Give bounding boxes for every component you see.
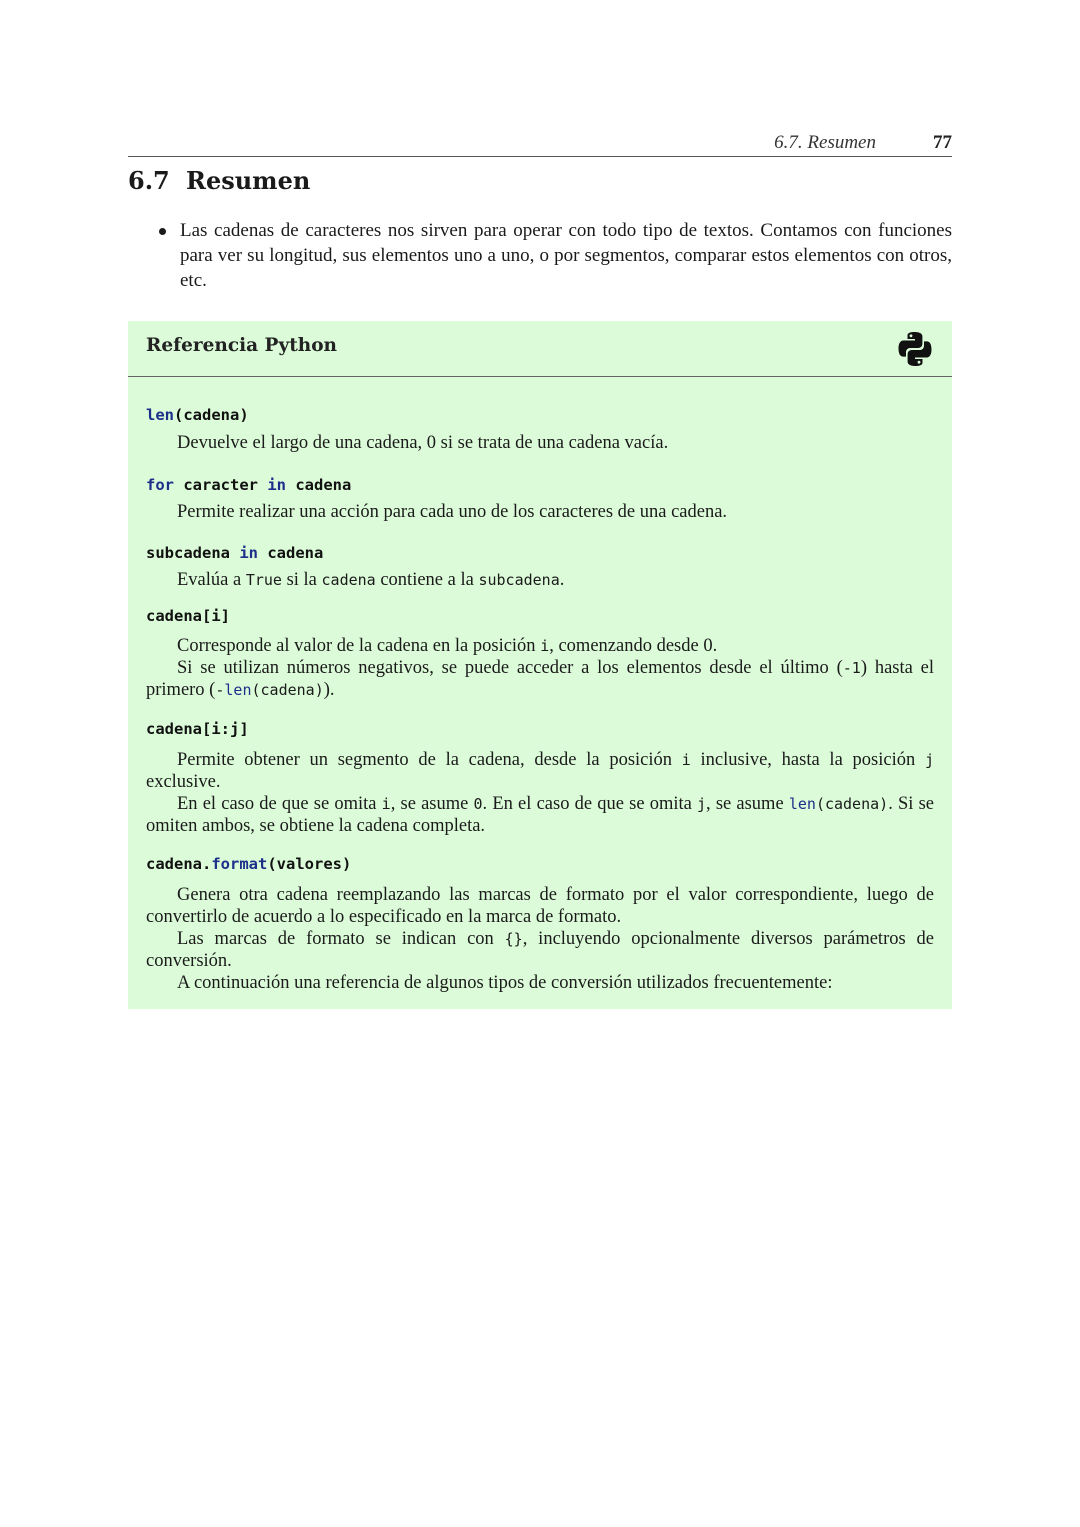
reference-entry-index bbox=[146, 606, 934, 701]
running-header bbox=[128, 128, 952, 157]
list-item bbox=[180, 218, 952, 293]
summary-list bbox=[180, 218, 952, 293]
entry-term: cadena[i:j] bbox=[146, 720, 249, 738]
reference-title: Referencia Python bbox=[146, 335, 338, 356]
running-header-section: 6.7. Resumen bbox=[774, 132, 876, 153]
bullet-icon bbox=[159, 228, 166, 235]
entry-description: Evalúa a True si la cadena contiene a la subcadena. bbox=[177, 570, 565, 590]
entry-description: Genera otra cadena reemplazando las marcas de formato por el valor correspondiente, luego de convertirlo de acuerdo a lo especificado en la marca de formato. Las marcas de formato se indican con {}, incluyendo opcionalmente diversos parámetros de conversión. A continuación una referencia de algunos tipos de conversión utilizados frecuentemente: bbox=[146, 885, 934, 993]
summary-bullet-text: Las cadenas de caracteres nos sirven para operar con todo tipo de textos. Contamos con funciones para ver su longitud, sus elementos uno a uno, o por segmentos, comparar estos elementos con otros, etc. bbox=[180, 220, 952, 291]
entry-description: Corresponde al valor de la cadena en la posición i, comenzando desde 0. Si se utilizan números negativos, se puede acceder a los elementos desde el último (-1) hasta el primero (-len(cadena)). bbox=[146, 636, 934, 700]
reference-entry-sub-in bbox=[146, 543, 934, 591]
entry-term: len(cadena) bbox=[146, 406, 249, 424]
entry-term: subcadena in cadena bbox=[146, 544, 324, 562]
section-heading bbox=[128, 166, 310, 195]
python-reference-box bbox=[128, 321, 952, 1009]
reference-entry-for-in bbox=[146, 475, 934, 523]
entry-description: Permite realizar una acción para cada uno de los caracteres de una cadena. bbox=[177, 502, 728, 522]
section-title: Resumen bbox=[186, 166, 311, 195]
entry-description: Permite obtener un segmento de la cadena, desde la posición i inclusive, hasta la posición j exclusive. En el caso de que se omita i, se asume 0. En el caso de que se omita j, se asume len(cadena). Si se omiten ambos, se obtiene la cadena completa. bbox=[146, 750, 934, 836]
entry-term: cadena.format(valores) bbox=[146, 855, 352, 873]
reference-entry-format bbox=[146, 854, 934, 994]
reference-entry-len bbox=[146, 405, 934, 454]
entry-description: Devuelve el largo de una cadena, 0 si se trata de una cadena vacía. bbox=[177, 433, 669, 453]
reference-header bbox=[128, 321, 952, 377]
python-logo-icon bbox=[896, 330, 934, 368]
section-number: 6.7 bbox=[128, 166, 170, 195]
entry-term: cadena[i] bbox=[146, 607, 230, 625]
page-number: 77 bbox=[933, 132, 952, 153]
reference-entry-slice bbox=[146, 719, 934, 837]
entry-term: for caracter in cadena bbox=[146, 476, 352, 494]
